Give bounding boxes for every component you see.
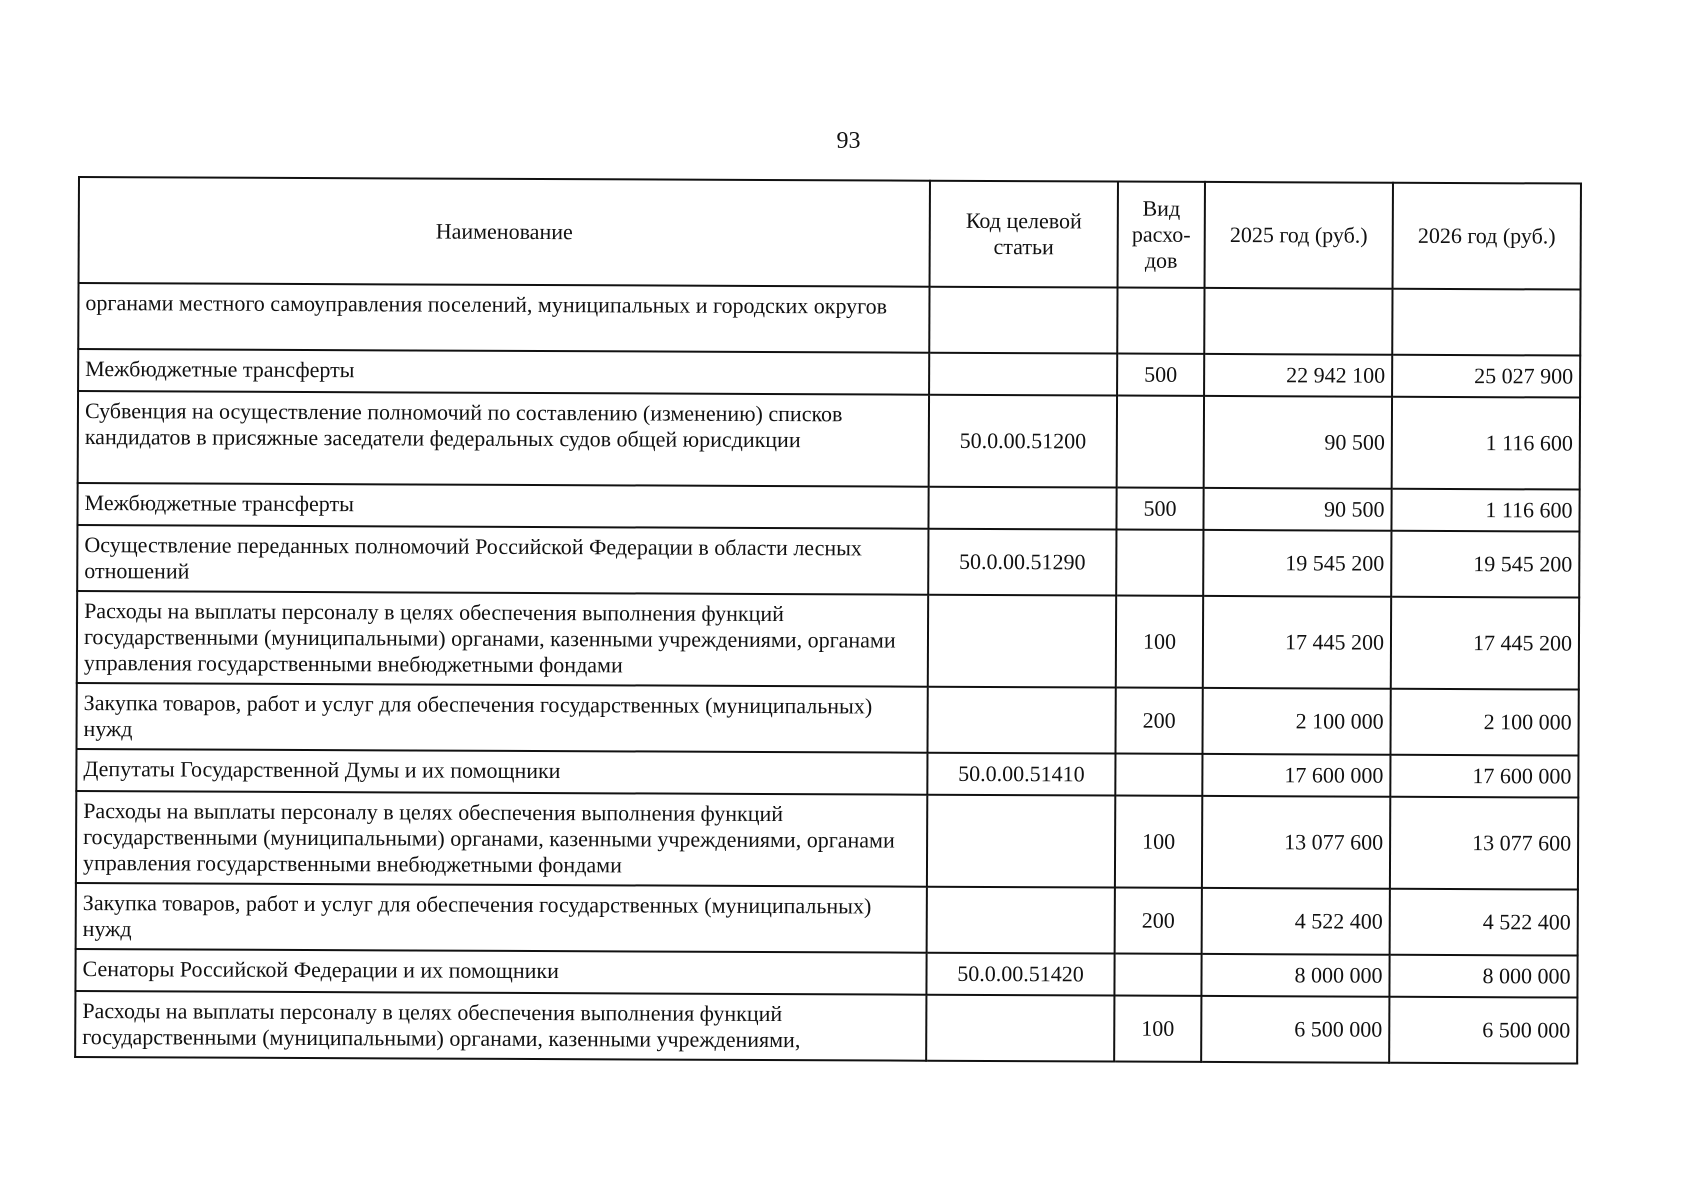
row-code: 50.0.00.51290 xyxy=(928,529,1116,596)
row-type xyxy=(1114,954,1201,996)
row-code xyxy=(927,795,1115,888)
row-2025: 4 522 400 xyxy=(1202,888,1390,955)
row-type: 200 xyxy=(1115,688,1202,754)
header-type: Вид расхо-дов xyxy=(1118,182,1205,288)
row-code xyxy=(927,887,1115,954)
row-2026 xyxy=(1392,289,1580,356)
table-row xyxy=(77,591,1579,690)
row-name: Осуществление переданных полномочий Российской Федерации в области лесных отношений xyxy=(77,525,928,595)
row-name: Депутаты Государственной Думы и их помощники xyxy=(76,749,927,795)
row-name: Межбюджетные трансферты xyxy=(78,349,929,395)
row-code xyxy=(928,595,1116,688)
row-2025: 90 500 xyxy=(1204,396,1392,489)
table-row xyxy=(77,483,1579,532)
table-row xyxy=(76,749,1578,798)
table-row xyxy=(76,883,1578,956)
row-2026: 1 116 600 xyxy=(1392,397,1580,490)
page-number: 93 xyxy=(836,128,861,154)
table-header-row xyxy=(79,177,1581,290)
row-code xyxy=(927,687,1115,754)
row-2025: 22 942 100 xyxy=(1204,354,1392,397)
header-name: Наименование xyxy=(79,177,930,287)
row-2026: 6 500 000 xyxy=(1389,997,1577,1064)
row-type xyxy=(1115,754,1202,796)
row-2026: 13 077 600 xyxy=(1390,797,1578,890)
header-2026: 2026 год (руб.) xyxy=(1393,183,1581,290)
row-name: Расходы на выплаты персоналу в целях обеспечения выполнения функций государственными (муниципальными) органами, казенными учреждениями, органами управления государственными внебюджетными фондами xyxy=(77,591,928,687)
table-body xyxy=(75,283,1580,1064)
row-type: 100 xyxy=(1116,596,1203,688)
row-name: Закупка товаров, работ и услуг для обеспечения государственных (муниципальных) нужд xyxy=(76,883,927,953)
row-type: 100 xyxy=(1115,796,1202,888)
row-2026: 1 116 600 xyxy=(1391,489,1579,532)
budget-table-container xyxy=(74,176,1580,1065)
row-name: Расходы на выплаты персоналу в целях обеспечения выполнения функций государственными (муниципальными) органами, казенными учреждениями, органами управления государственными внебюджетными фондами xyxy=(76,791,927,887)
row-type: 500 xyxy=(1117,354,1204,396)
row-code xyxy=(929,353,1117,396)
row-2025 xyxy=(1204,288,1392,355)
row-type: 100 xyxy=(1114,996,1201,1062)
table-row xyxy=(78,391,1580,490)
row-type xyxy=(1117,288,1204,354)
row-name: Закупка товаров, работ и услуг для обеспечения государственных (муниципальных) нужд xyxy=(76,683,927,753)
row-2025: 17 445 200 xyxy=(1203,596,1391,689)
row-code xyxy=(926,995,1114,1062)
row-name: Сенаторы Российской Федерации и их помощники xyxy=(75,949,926,995)
table-row xyxy=(75,991,1577,1064)
row-name: Межбюджетные трансферты xyxy=(77,483,928,529)
row-type: 200 xyxy=(1115,888,1202,954)
table-row xyxy=(77,525,1579,598)
row-2026: 2 100 000 xyxy=(1390,689,1578,756)
row-name: Расходы на выплаты персоналу в целях обеспечения выполнения функций государственными (муниципальными) органами, казенными учреждениями, xyxy=(75,991,926,1061)
table-row xyxy=(76,683,1578,756)
header-2025: 2025 год (руб.) xyxy=(1205,182,1393,289)
row-2025: 2 100 000 xyxy=(1202,688,1390,755)
row-2026: 4 522 400 xyxy=(1390,889,1578,956)
row-2025: 6 500 000 xyxy=(1201,996,1389,1063)
row-2026: 19 545 200 xyxy=(1391,531,1579,598)
row-type: 500 xyxy=(1116,488,1203,530)
row-code: 50.0.00.51200 xyxy=(929,395,1117,488)
row-2025: 90 500 xyxy=(1203,488,1391,531)
row-2026: 17 600 000 xyxy=(1390,755,1578,798)
table-row xyxy=(76,791,1578,890)
row-code xyxy=(928,487,1116,530)
row-2025: 19 545 200 xyxy=(1203,530,1391,597)
table-row xyxy=(75,949,1577,998)
row-type xyxy=(1116,530,1203,596)
row-code: 50.0.00.51410 xyxy=(927,753,1115,796)
row-type xyxy=(1117,396,1204,488)
row-2025: 13 077 600 xyxy=(1202,796,1390,889)
row-code xyxy=(929,287,1117,354)
row-2025: 8 000 000 xyxy=(1201,954,1389,997)
row-name: Субвенция на осуществление полномочий по составлению (изменению) списков кандидатов в присяжные заседатели федеральных судов общей юрисдикции xyxy=(78,391,929,487)
row-2026: 25 027 900 xyxy=(1392,355,1580,398)
row-name: органами местного самоуправления поселений, муниципальных и городских округов xyxy=(78,283,929,353)
table-row xyxy=(78,283,1580,356)
header-code: Код целевой статьи xyxy=(930,181,1118,288)
row-2026: 17 445 200 xyxy=(1391,597,1579,690)
budget-table xyxy=(74,176,1582,1065)
table-row xyxy=(78,349,1580,398)
row-code: 50.0.00.51420 xyxy=(926,953,1114,996)
row-2025: 17 600 000 xyxy=(1202,754,1390,797)
row-2026: 8 000 000 xyxy=(1389,955,1577,998)
